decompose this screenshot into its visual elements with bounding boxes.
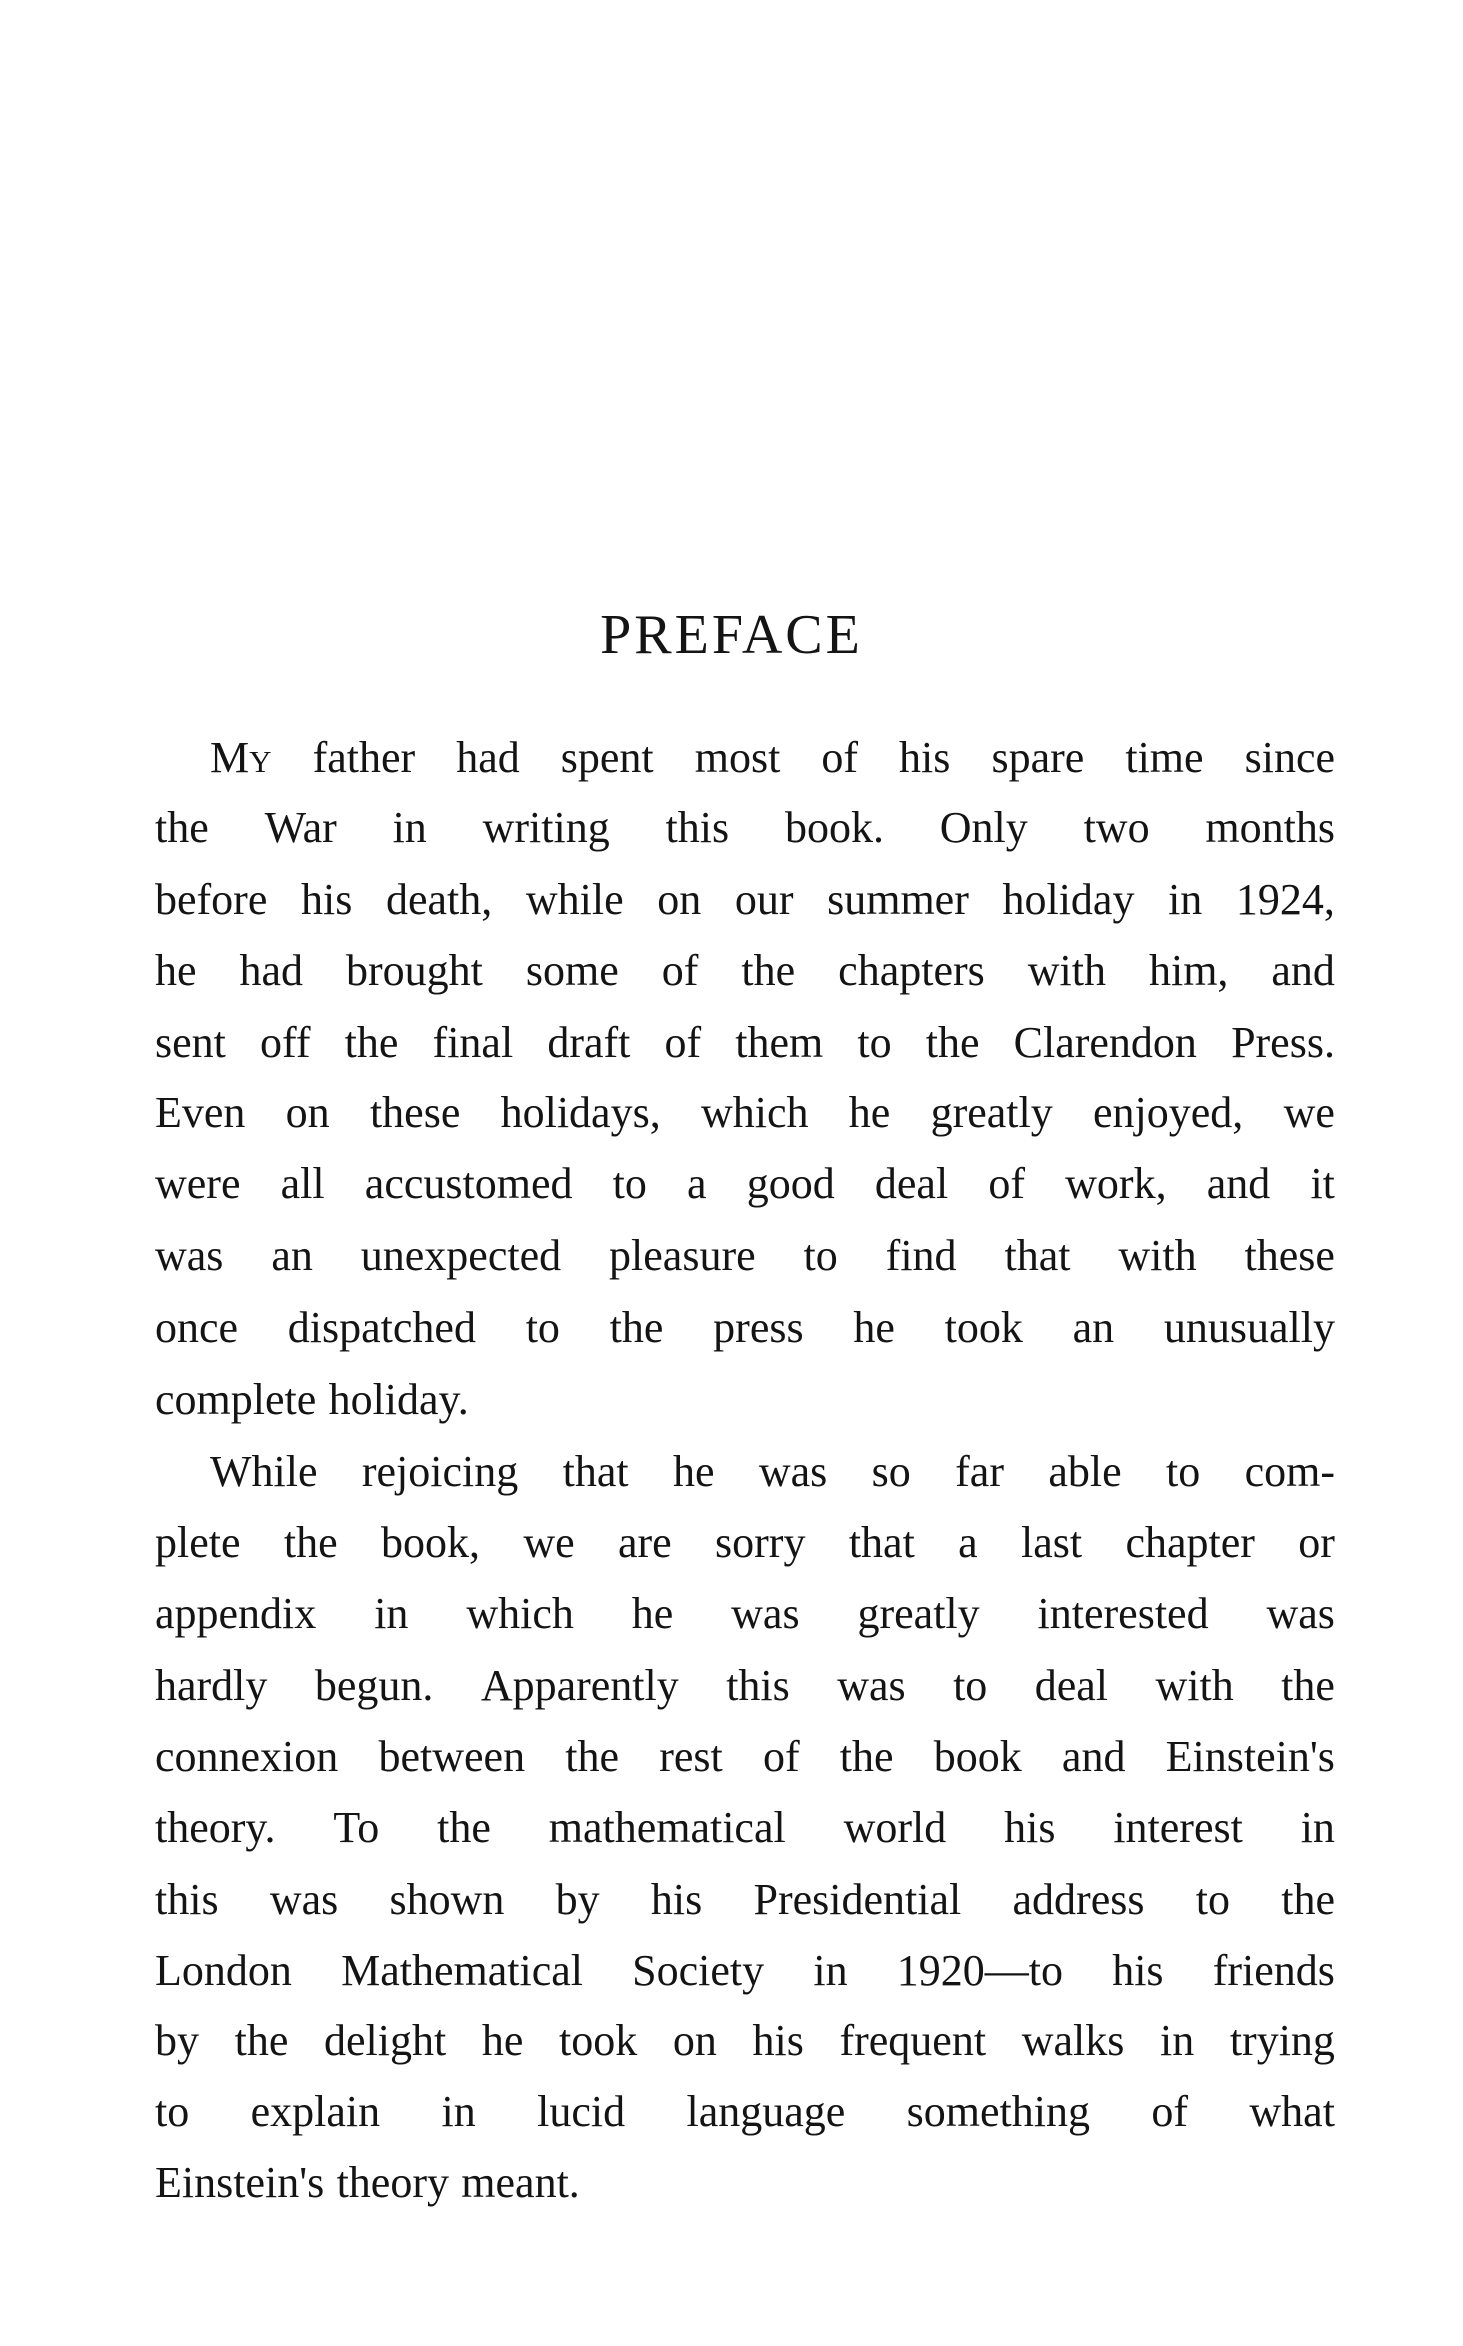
text-line: to explain in lucid language something of what [155,2087,1335,2136]
text-line: once dispatched to the press he took an unusually [155,1303,1335,1352]
text-line: connexion between the rest of the book and Einstein's [155,1732,1335,1781]
text-line: was an unexpected pleasure to find that with these [155,1231,1335,1280]
text-line: plete the book, we are sorry that a last chapter or [155,1518,1335,1567]
text-line: appendix in which he was greatly interested was [155,1589,1335,1638]
text-line: While rejoicing that he was so far able to com- [210,1447,1335,1496]
text-line: Even on these holidays, which he greatly enjoyed, we [155,1088,1335,1137]
text-line: he had brought some of the chapters with him, and [155,946,1335,995]
text-line: Einstein's theory meant. [155,2158,580,2207]
text-line: sent off the final draft of them to the Clarendon Press. [155,1018,1335,1067]
text-line: by the delight he took on his frequent walks in trying [155,2016,1335,2065]
text-line: this was shown by his Presidential address to the [155,1875,1335,1924]
text-line: were all accustomed to a good deal of work, and it [155,1159,1335,1208]
text-line: the War in writing this book. Only two months [155,803,1335,852]
page-title: PREFACE [600,604,863,666]
text-line: My father had spent most of his spare time since [210,733,1335,782]
text-line: theory. To the mathematical world his interest in [155,1803,1335,1852]
text-line: complete holiday. [155,1375,469,1424]
text-line: before his death, while on our summer holiday in 1924, [155,875,1335,924]
text-line: hardly begun. Apparently this was to deal with the [155,1661,1335,1710]
text-line: London Mathematical Society in 1920—to his friends [155,1946,1335,1995]
